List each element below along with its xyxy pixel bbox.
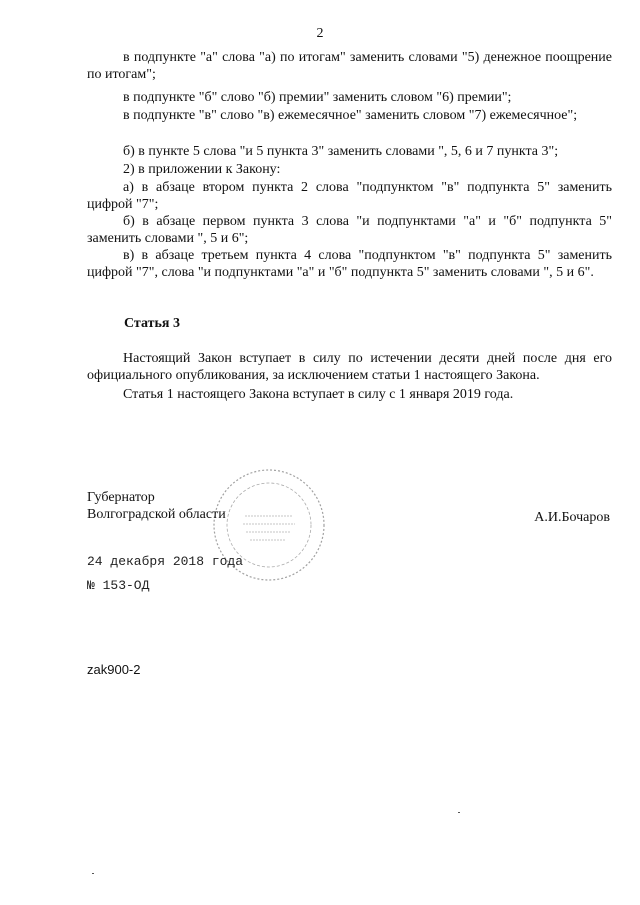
signer-title-line: Волгоградской области bbox=[87, 507, 226, 522]
page-number: 2 bbox=[316, 26, 324, 41]
amendment-paragraph: в подпункте "в" слово "в) ежемесячное" заменить словом "7) ежемесячное"; bbox=[123, 108, 578, 123]
signer-name: А.И.Бочаров bbox=[534, 510, 610, 525]
amendment-paragraph: 2) в приложении к Закону: bbox=[123, 162, 281, 177]
amendment-paragraph: б) в пункте 5 слова "и 5 пункта 3" заменить словами ", 5, 6 и 7 пункта 3"; bbox=[123, 144, 559, 159]
scan-speck bbox=[92, 873, 94, 874]
article-paragraph: Настоящий Закон вступает в силу по истечении десяти дней после дня его официального опубликования, за исключением статьи 1 настоящего Закона. bbox=[87, 351, 612, 383]
document-code: zak900-2 bbox=[87, 662, 141, 677]
signer-title-line: Губернатор bbox=[87, 490, 155, 505]
signer-title bbox=[87, 489, 226, 523]
amendment-paragraph: в подпункте "б" слово "б) премии" заменить словом "6) премии"; bbox=[123, 90, 512, 105]
scan-speck bbox=[458, 812, 460, 813]
article-heading: Статья 3 bbox=[124, 316, 180, 331]
amendment-paragraph: в) в абзаце третьем пункта 4 слова "подпунктом "в" подпункта 5" заменить цифрой "7", слова "и подпунктами "а" и "б" подпункта 5" заменить словами ", 5 и 6". bbox=[87, 248, 612, 280]
article-paragraph: Статья 1 настоящего Закона вступает в силу с 1 января 2019 года. bbox=[123, 387, 514, 402]
law-number: № 153-ОД bbox=[87, 578, 150, 593]
amendment-paragraph: в подпункте "а" слова "а) по итогам" заменить словами "5) денежное поощрение по итогам"; bbox=[87, 50, 612, 82]
signing-date: 24 декабря 2018 года bbox=[87, 554, 244, 569]
amendment-paragraph: а) в абзаце втором пункта 2 слова "подпунктом "в" подпункта 5" заменить цифрой "7"; bbox=[87, 180, 612, 212]
amendment-paragraph: б) в абзаце первом пункта 3 слова "и подпунктами "а" и "б" подпункта 5" заменить словами ", 5 и 6"; bbox=[87, 214, 612, 246]
